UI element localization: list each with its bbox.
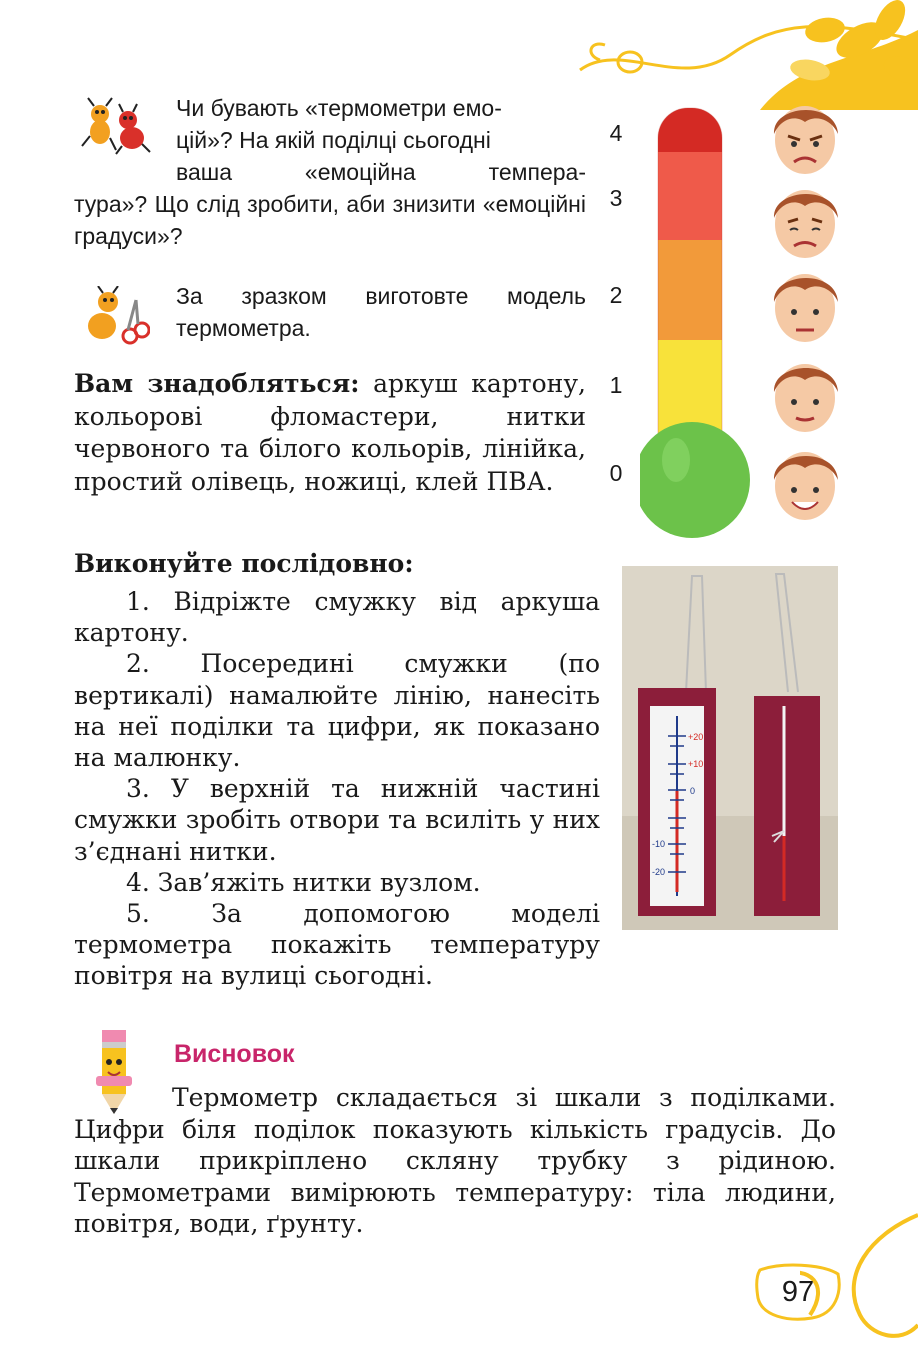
emotion-thermometer — [640, 100, 760, 540]
photo-label-minus10: -10 — [652, 839, 666, 849]
steps-list — [74, 586, 600, 992]
ant-scissors-icon — [78, 286, 150, 348]
question-line-2: цій»? На якій поділці сьогодні — [176, 127, 491, 153]
happy-face-icon — [766, 440, 844, 526]
question-line-4: тура»? Що слід зробити, аби знизити «емоційні градуси»? — [74, 191, 586, 249]
conclusion-paragraph: Термометр складається зі шкали з поділками. Цифри біля поділок показують кількість градусів. До шкали прикріплено скляну трубку з рідиною. Термометрами вимірюють температуру: тіла людини, повітря, води, ґрунту. — [74, 1083, 836, 1238]
conclusion-text — [74, 1082, 836, 1240]
conclusion-title: Висновок — [174, 1040, 295, 1068]
materials-text: аркуш картону, кольорові фломастери, нитки червоного та білого кольорів, лінійка, простий олівець, ножиці, клей ПВА. — [74, 369, 587, 496]
scale-label-2: 2 — [609, 282, 623, 308]
scale-label-0: 0 — [609, 460, 623, 486]
steps-title: Виконуйте послідовно: — [74, 549, 414, 578]
photo-label-0: 0 — [690, 786, 696, 796]
make-model-instruction: За зразком виготовте модель термометра. — [176, 283, 586, 341]
step-4: 4. Зав’яжіть нитки вузлом. — [126, 867, 481, 897]
photo-label-minus20: -20 — [652, 867, 666, 877]
photo-label-plus20: +20 — [688, 732, 704, 742]
worried-face-icon — [766, 262, 844, 348]
scale-label-3: 3 — [609, 185, 623, 211]
sad-face-icon — [766, 178, 844, 264]
photo-label-plus10: +10 — [688, 759, 704, 769]
corner-leaves-decoration — [560, 0, 918, 110]
angry-face-icon — [766, 94, 844, 180]
step-3: 3. У верхній та нижній частині смужки зробіть отвори та всиліть у них з’єднані нитки. — [74, 774, 600, 866]
scale-label-4: 4 — [609, 120, 623, 146]
materials-label: Вам знадобляться: — [74, 369, 360, 398]
thermometer-model-photo — [622, 566, 838, 930]
calm-face-icon — [766, 352, 844, 438]
question-line-3: ваша «емоційна темпера- — [176, 159, 586, 185]
step-1: 1. Відріжте смужку від аркуша картону. — [74, 587, 600, 648]
question-line-1: Чи бувають «термометри емо- — [176, 95, 502, 121]
step-5: 5. За допомогою моделі термометра покажіть температуру повітря на вулиці сьогодні. — [74, 899, 600, 991]
emotion-thermometer-question — [74, 92, 586, 252]
step-2: 2. Посередині смужки (по вертикалі) намалюйте лінію, нанесіть на неї поділки та цифри, як показано на малюнку. — [74, 649, 600, 773]
page-number: 97 — [781, 1276, 815, 1308]
materials-paragraph — [74, 368, 586, 498]
scale-label-1: 1 — [609, 372, 623, 398]
